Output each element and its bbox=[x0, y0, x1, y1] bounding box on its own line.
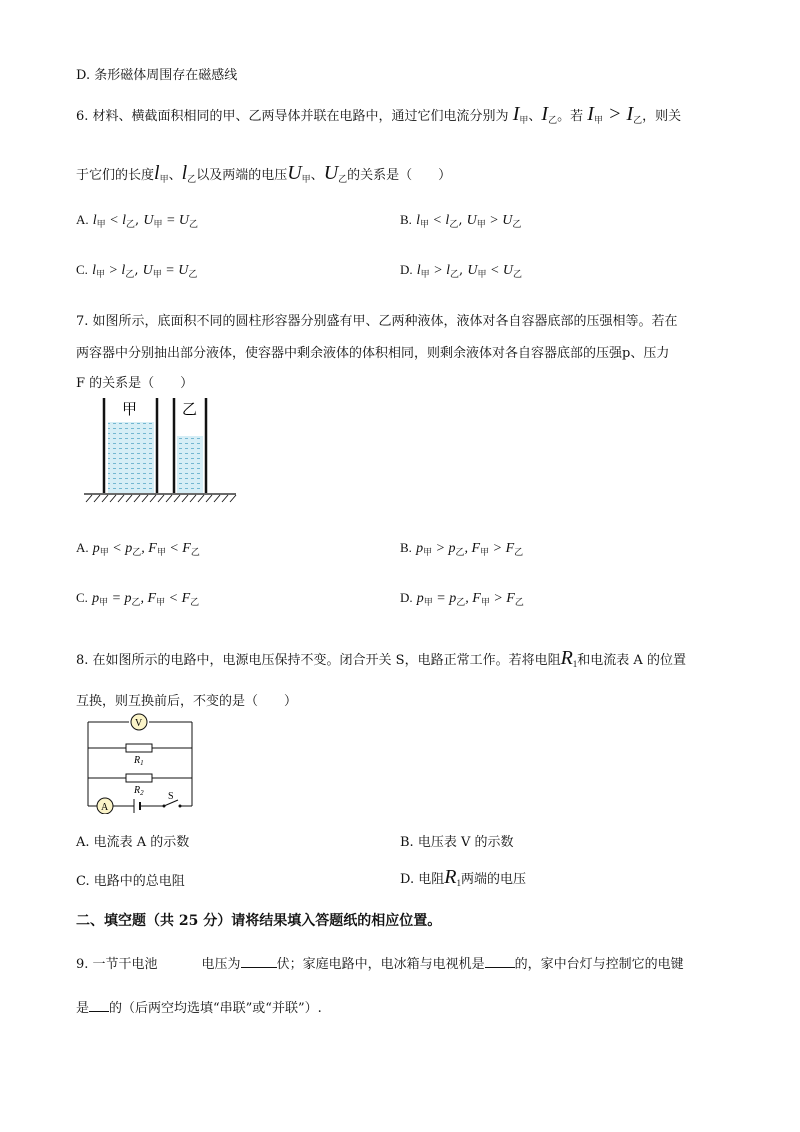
blank-2[interactable] bbox=[485, 955, 515, 968]
q7-line-1: 7. 如图所示，底面积不同的圆柱形容器分别盛有甲、乙两种液体，液体对各自容器底部的压强相等。若在 bbox=[76, 314, 678, 329]
liquid-yi bbox=[177, 436, 203, 493]
q6-option-d[interactable]: D. $l_甲 > l_乙$, $U_甲 < U_乙$ bbox=[400, 262, 523, 279]
circuit-diagram bbox=[84, 712, 198, 814]
symbol-u-yi: U乙 bbox=[323, 162, 348, 184]
label-jia: 甲 bbox=[122, 402, 138, 418]
q7-option-d[interactable]: D. $p_甲 = p_乙$, $F_甲 > F_乙$ bbox=[400, 590, 524, 607]
q7-line-3: F 的关系是（ ） bbox=[76, 376, 194, 391]
symbol-l-jia: l甲 bbox=[154, 162, 169, 184]
label-s: S bbox=[168, 791, 174, 802]
label-r2: $R_2$ bbox=[134, 785, 144, 797]
q6-option-b[interactable]: B. $l_甲 < l_乙$, $U_甲 > U_乙$ bbox=[400, 212, 522, 229]
q7-line-2: 两容器中分别抽出部分液体，使容器中剩余液体的体积相同，则剩余液体对各自容器底部的压强p、压力 bbox=[76, 346, 670, 361]
q8-line-2: 互换，则互换前后，不变的是（ ） bbox=[76, 694, 298, 709]
liquid-jia bbox=[108, 422, 154, 493]
label-r1: $R_1$ bbox=[134, 755, 144, 767]
q6-line-1: 6. 材料、横截面积相同的甲、乙两导体并联在电路中，通过它们电流分别为 I甲、I乙。若 I甲 > I乙，则关 bbox=[76, 103, 682, 125]
switch-contact bbox=[179, 805, 182, 808]
resistor-r1 bbox=[126, 744, 152, 752]
switch-pivot bbox=[163, 805, 166, 808]
q8-option-d[interactable]: D. 电阻R1两端的电压 bbox=[400, 866, 526, 888]
svg-text:A: A bbox=[101, 802, 109, 813]
q7-option-b[interactable]: B. $p_甲 > p_乙$, $F_甲 > F_乙$ bbox=[400, 540, 524, 557]
label-yi: 乙 bbox=[182, 402, 198, 418]
q6-option-c[interactable]: C. $l_甲 > l_乙$, $U_甲 = U_乙$ bbox=[76, 262, 198, 279]
q9-line-2: 是 的（后两空均选填“串联”或“并联”）. bbox=[76, 1001, 322, 1016]
containers-figure bbox=[82, 396, 242, 508]
q8-option-c[interactable]: C. 电路中的总电阻 bbox=[76, 874, 185, 889]
q8-line-1: 8. 在如图所示的电路中，电源电压保持不变。闭合开关 S，电路正常工作。若将电阻R1和电流表 A 的位置 bbox=[76, 647, 686, 669]
q6-text-a: 材料、横截面积相同的甲、乙两导体并联在电路中，通过它们电流分别为 bbox=[92, 109, 509, 124]
q7-option-c[interactable]: C. $p_甲 = p_乙$, $F_甲 < F_乙$ bbox=[76, 590, 200, 607]
symbol-u-jia: U甲 bbox=[287, 162, 311, 184]
q5-option-d: D. 条形磁体周围存在磁感线 bbox=[76, 68, 238, 83]
blank-1[interactable] bbox=[241, 955, 277, 968]
symbol-l-yi: l乙 bbox=[181, 162, 197, 184]
symbol-i-jia: I甲 bbox=[512, 103, 529, 125]
symbol-i-yi: I乙 bbox=[541, 103, 558, 125]
q7-option-a[interactable]: A. $p_甲 < p_乙$, $F_甲 < F_乙$ bbox=[76, 540, 200, 557]
section-title: 二、填空题（共 25 分）请将结果填入答题纸的相应位置。 bbox=[76, 913, 442, 929]
blank-3[interactable] bbox=[89, 999, 109, 1012]
svg-text:V: V bbox=[135, 718, 143, 729]
q6-option-a[interactable]: A. $l_甲 < l_乙$, $U_甲 = U_乙$ bbox=[76, 212, 199, 229]
symbol-r1: R1 bbox=[560, 647, 578, 669]
q6-line-2: 于它们的长度l甲、l乙以及两端的电压U甲、U乙的关系是（ ） bbox=[76, 162, 452, 184]
condition-i-jia-gt-i-yi: I甲 > I乙 bbox=[587, 103, 643, 125]
q9-line-1: 9. 一节干电池 电压为 伏；家庭电路中，电冰箱与电视机是 的，家中台灯与控制它的电键 bbox=[76, 957, 684, 972]
q8-option-b[interactable]: B. 电压表 V 的示数 bbox=[400, 835, 514, 850]
symbol-r1: R1 bbox=[444, 866, 461, 888]
q8-option-a[interactable]: A. 电流表 A 的示数 bbox=[76, 835, 190, 850]
resistor-r2 bbox=[126, 774, 152, 782]
q6-number: 6. bbox=[76, 109, 89, 124]
